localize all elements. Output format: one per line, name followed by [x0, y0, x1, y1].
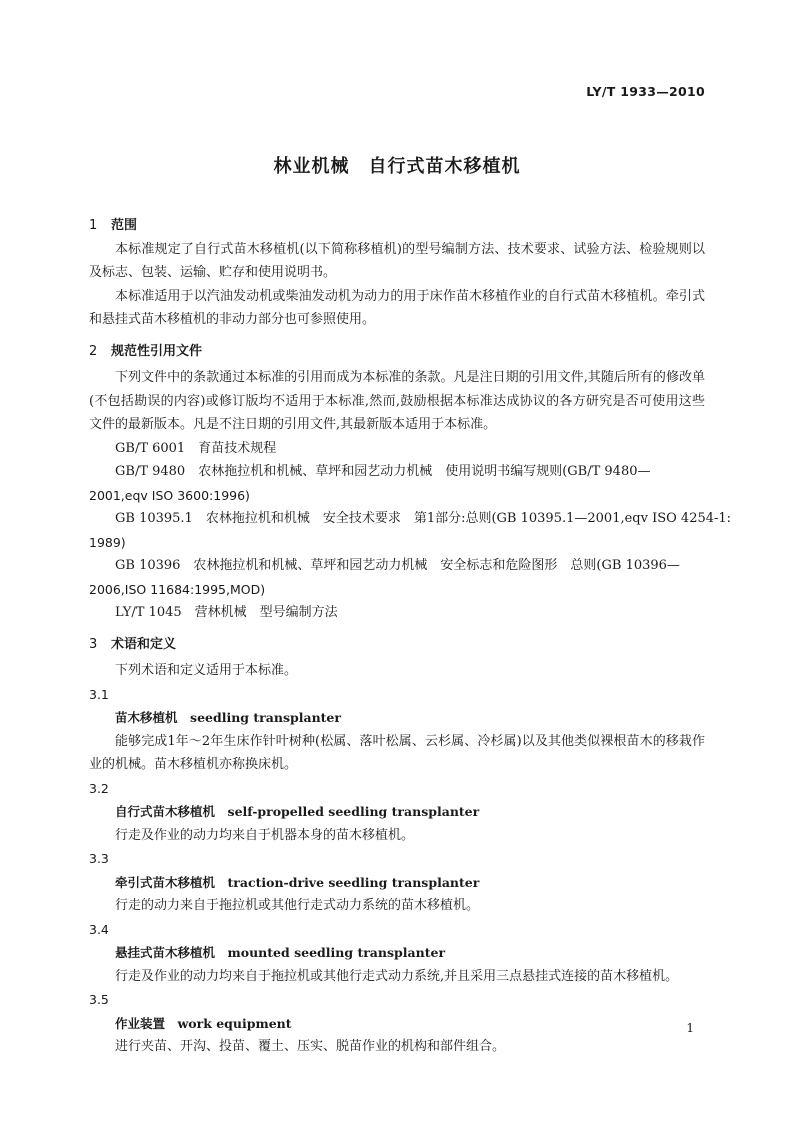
- term-definition: 进行夹苗、开沟、投苗、覆土、压实、脱苗作业的机构和部件组合。: [115, 1039, 506, 1054]
- term-entry: [89, 683, 705, 777]
- term-name-en: self-propelled seedling transplanter: [227, 804, 480, 819]
- document-body: [89, 214, 732, 1059]
- reference-item: GB 10395.1 农林拖拉机和机械 安全技术要求 第1部分:总则(GB 10395.1—2001,eqv ISO 4254-1:: [115, 511, 732, 526]
- term-number: 3.4: [89, 921, 109, 937]
- reference-item: LY/T 1045 营林机械 型号编制方法: [115, 605, 338, 620]
- page-number: 1: [686, 1021, 694, 1035]
- term-definition: 能够完成1年～2年生床作针叶树种(松属、落叶松属、云杉属、冷杉属)以及其他类似裸根苗木的移栽作业的机械。苗木移植机亦称换床机。: [89, 733, 705, 772]
- section-1-heading: [89, 214, 705, 238]
- section-3-heading: [89, 633, 705, 657]
- reference-continuation: 2006,ISO 11684:1995,MOD): [89, 581, 266, 597]
- standard-code: LY/T 1933—2010: [586, 84, 705, 99]
- term-name-en: seedling transplanter: [190, 710, 341, 725]
- term-name-zh: 作业装置: [115, 1015, 166, 1031]
- reference-item: GB 10396 农林拖拉机和机械、草坪和园艺动力机械 安全标志和危险图形 总则(GB 10396—: [115, 558, 680, 573]
- term-name: [89, 706, 705, 730]
- reference-item: GB/T 6001 育苗技术规程: [115, 440, 277, 456]
- term-number: 3.2: [89, 780, 109, 796]
- term-name-zh: 自行式苗木移植机: [115, 804, 216, 819]
- term-number: 3.3: [89, 851, 109, 866]
- paragraph: 本标准规定了自行式苗木移植机(以下简称移植机)的型号编制方法、技术要求、试验方法、检验规则以及标志、包装、运输、贮存和使用说明书。: [89, 241, 705, 280]
- term-entry: [89, 777, 705, 848]
- term-name: [89, 941, 705, 965]
- section-title: 规范性引用文件: [111, 343, 203, 359]
- term-definition: 行走及作业的动力均来自于拖拉机或其他行走式动力系统,并且采用三点悬挂式连接的苗木移植机。: [115, 968, 679, 984]
- section-number: 2: [89, 343, 98, 359]
- term-name-zh: 牵引式苗木移植机: [115, 874, 216, 890]
- paragraph: 下列术语和定义适用于本标准。: [115, 663, 298, 678]
- reference-continuation: 2001,eqv ISO 3600:1996): [89, 487, 250, 503]
- term-name: [89, 1012, 705, 1036]
- term-name: [89, 800, 705, 824]
- section-number: 1: [89, 218, 98, 233]
- term-definition: 行走及作业的动力均来自于机器本身的苗木移植机。: [115, 827, 415, 843]
- term-entry: [89, 988, 705, 1059]
- paragraph: 本标准适用于以汽油发动机或柴油发动机为动力的用于床作苗木移植作业的自行式苗木移植机。牵引式和悬挂式苗木移植机的非动力部分也可参照使用。: [89, 288, 705, 327]
- term-name-zh: 苗木移植机: [115, 710, 178, 725]
- term-number: 3.1: [89, 686, 109, 702]
- document-title: 林业机械 自行式苗木移植机: [273, 156, 521, 177]
- section-title: 范围: [111, 218, 138, 233]
- paragraph: 下列文件中的条款通过本标准的引用而成为本标准的条款。凡是注日期的引用文件,其随后所有的修改单(不包括勘误的内容)或修订版均不适用于本标准,然而,鼓励根据本标准达成协议的各方研究是否可使用这些文件的最新版本。凡是不注日期的引用文件,其最新版本适用于本标准。: [89, 370, 705, 432]
- term-number: 3.5: [89, 992, 109, 1007]
- section-2-heading: [89, 340, 705, 364]
- reference-item: GB/T 9480 农林拖拉机和机械、草坪和园艺动力机械 使用说明书编写规则(GB/T 9480—: [115, 464, 651, 479]
- term-name-zh: 悬挂式苗木移植机: [115, 945, 216, 960]
- term-definition: 行走的动力来自于拖拉机或其他行走式动力系统的苗木移植机。: [115, 898, 480, 913]
- term-name-en: work equipment: [177, 1015, 292, 1031]
- section-number: 3: [89, 636, 98, 652]
- term-entry: [89, 847, 705, 918]
- reference-continuation: 1989): [89, 534, 126, 550]
- term-name-en: traction-drive seedling transplanter: [227, 874, 480, 890]
- term-name: [89, 871, 705, 895]
- term-name-en: mounted seedling transplanter: [227, 945, 446, 960]
- section-title: 术语和定义: [111, 636, 177, 652]
- term-entry: [89, 918, 705, 989]
